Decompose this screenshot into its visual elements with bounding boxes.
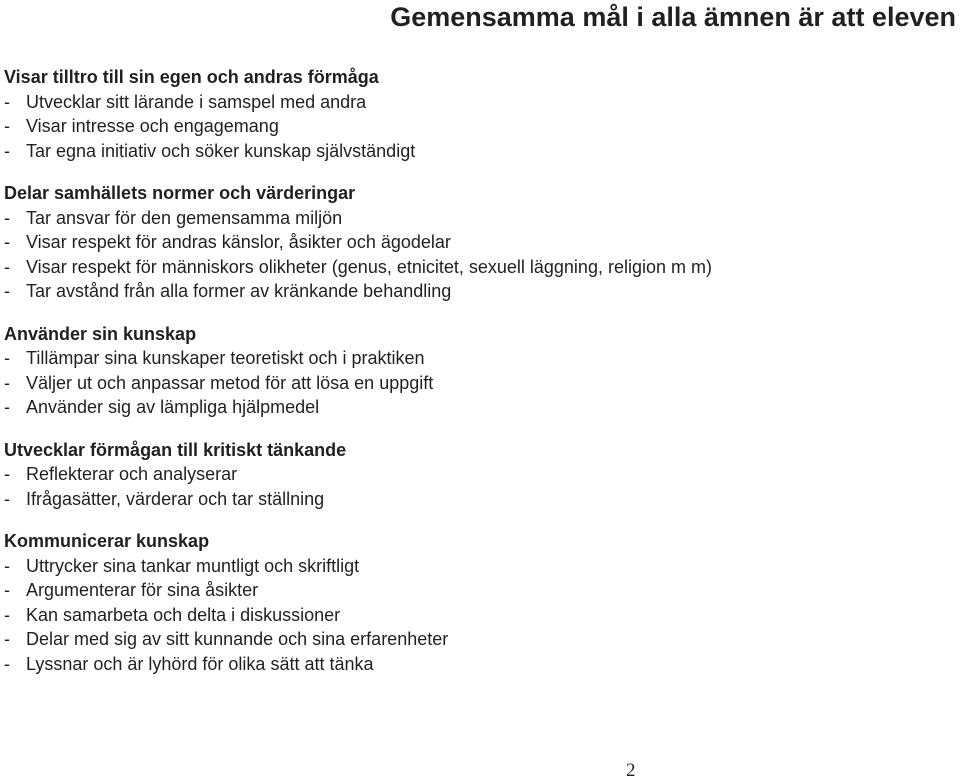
section-items <box>4 554 944 677</box>
list-item-text: Väljer ut och anpassar metod för att lösa en uppgift <box>26 372 434 393</box>
dash-bullet: - <box>4 580 10 600</box>
list-item-text: Visar intresse och engagemang <box>26 116 279 136</box>
section-heading: Delar samhällets normer och värderingar <box>4 183 356 203</box>
list-item <box>4 487 944 512</box>
section-heading: Använder sin kunskap <box>4 323 197 344</box>
section-norms-values <box>4 181 944 304</box>
list-item-text: Lyssnar och är lyhörd för olika sätt att tänka <box>26 653 374 674</box>
list-item <box>4 114 944 139</box>
dash-bullet: - <box>4 372 10 393</box>
dash-bullet: - <box>4 604 10 625</box>
list-item-text: Visar respekt för människors olikheter (genus, etnicitet, sexuell läggning, religion m m) <box>26 256 712 277</box>
list-item <box>4 279 944 304</box>
dash-bullet: - <box>4 653 10 674</box>
section-uses-knowledge <box>4 322 944 420</box>
section-items <box>4 346 944 420</box>
list-item <box>4 603 944 628</box>
list-item <box>4 371 944 396</box>
dash-bullet: - <box>4 488 10 509</box>
section-items <box>4 206 944 304</box>
list-item-text: Tillämpar sina kunskaper teoretiskt och i praktiken <box>26 348 425 368</box>
dash-bullet: - <box>4 207 10 228</box>
list-item <box>4 90 944 115</box>
dash-bullet: - <box>4 140 10 161</box>
page-title: Gemensamma mål i alla ämnen är att eleven <box>390 2 956 32</box>
list-item <box>4 462 944 487</box>
list-item-text: Delar med sig av sitt kunnande och sina erfarenheter <box>26 629 449 649</box>
list-item-text: Använder sig av lämpliga hjälpmedel <box>26 397 320 417</box>
list-item-text: Kan samarbeta och delta i diskussioner <box>26 604 341 625</box>
section-heading: Kommunicerar kunskap <box>4 531 210 551</box>
dash-bullet: - <box>4 116 10 136</box>
list-item-text: Visar respekt för andras känslor, åsikter och ägodelar <box>26 232 451 252</box>
list-item-text: Utvecklar sitt lärande i samspel med andra <box>26 91 367 112</box>
list-item-text: Ifrågasätter, värderar och tar ställning <box>26 488 325 509</box>
dash-bullet: - <box>4 232 10 252</box>
list-item-text: Tar ansvar för den gemensamma miljön <box>26 207 343 228</box>
list-item <box>4 395 944 420</box>
list-item-text: Reflekterar och analyserar <box>26 464 238 484</box>
list-item-text: Tar egna initiativ och söker kunskap självständigt <box>26 140 416 161</box>
list-item <box>4 627 944 652</box>
page-number: 2 <box>626 760 636 781</box>
dash-bullet: - <box>4 348 10 368</box>
section-critical-thinking <box>4 438 944 512</box>
list-item <box>4 230 944 255</box>
list-item <box>4 139 944 164</box>
dash-bullet: - <box>4 397 10 417</box>
list-item <box>4 554 944 579</box>
goals-content <box>4 65 944 694</box>
section-self-confidence <box>4 65 944 163</box>
dash-bullet: - <box>4 256 10 277</box>
section-items <box>4 90 944 164</box>
dash-bullet: - <box>4 281 10 301</box>
dash-bullet: - <box>4 629 10 649</box>
list-item-text: Tar avstånd från alla former av kränkande behandling <box>26 281 452 301</box>
dash-bullet: - <box>4 91 10 112</box>
section-heading: Visar tilltro till sin egen och andras förmåga <box>4 67 379 87</box>
list-item <box>4 206 944 231</box>
dash-bullet: - <box>4 464 10 484</box>
dash-bullet: - <box>4 555 10 576</box>
list-item <box>4 652 944 677</box>
list-item <box>4 346 944 371</box>
list-item-text: Argumenterar för sina åsikter <box>26 580 259 600</box>
list-item-text: Uttrycker sina tankar muntligt och skriftligt <box>26 555 360 576</box>
section-items <box>4 462 944 511</box>
list-item <box>4 255 944 280</box>
section-heading: Utvecklar förmågan till kritiskt tänkande <box>4 439 347 460</box>
list-item <box>4 578 944 603</box>
section-communicates-knowledge <box>4 529 944 676</box>
